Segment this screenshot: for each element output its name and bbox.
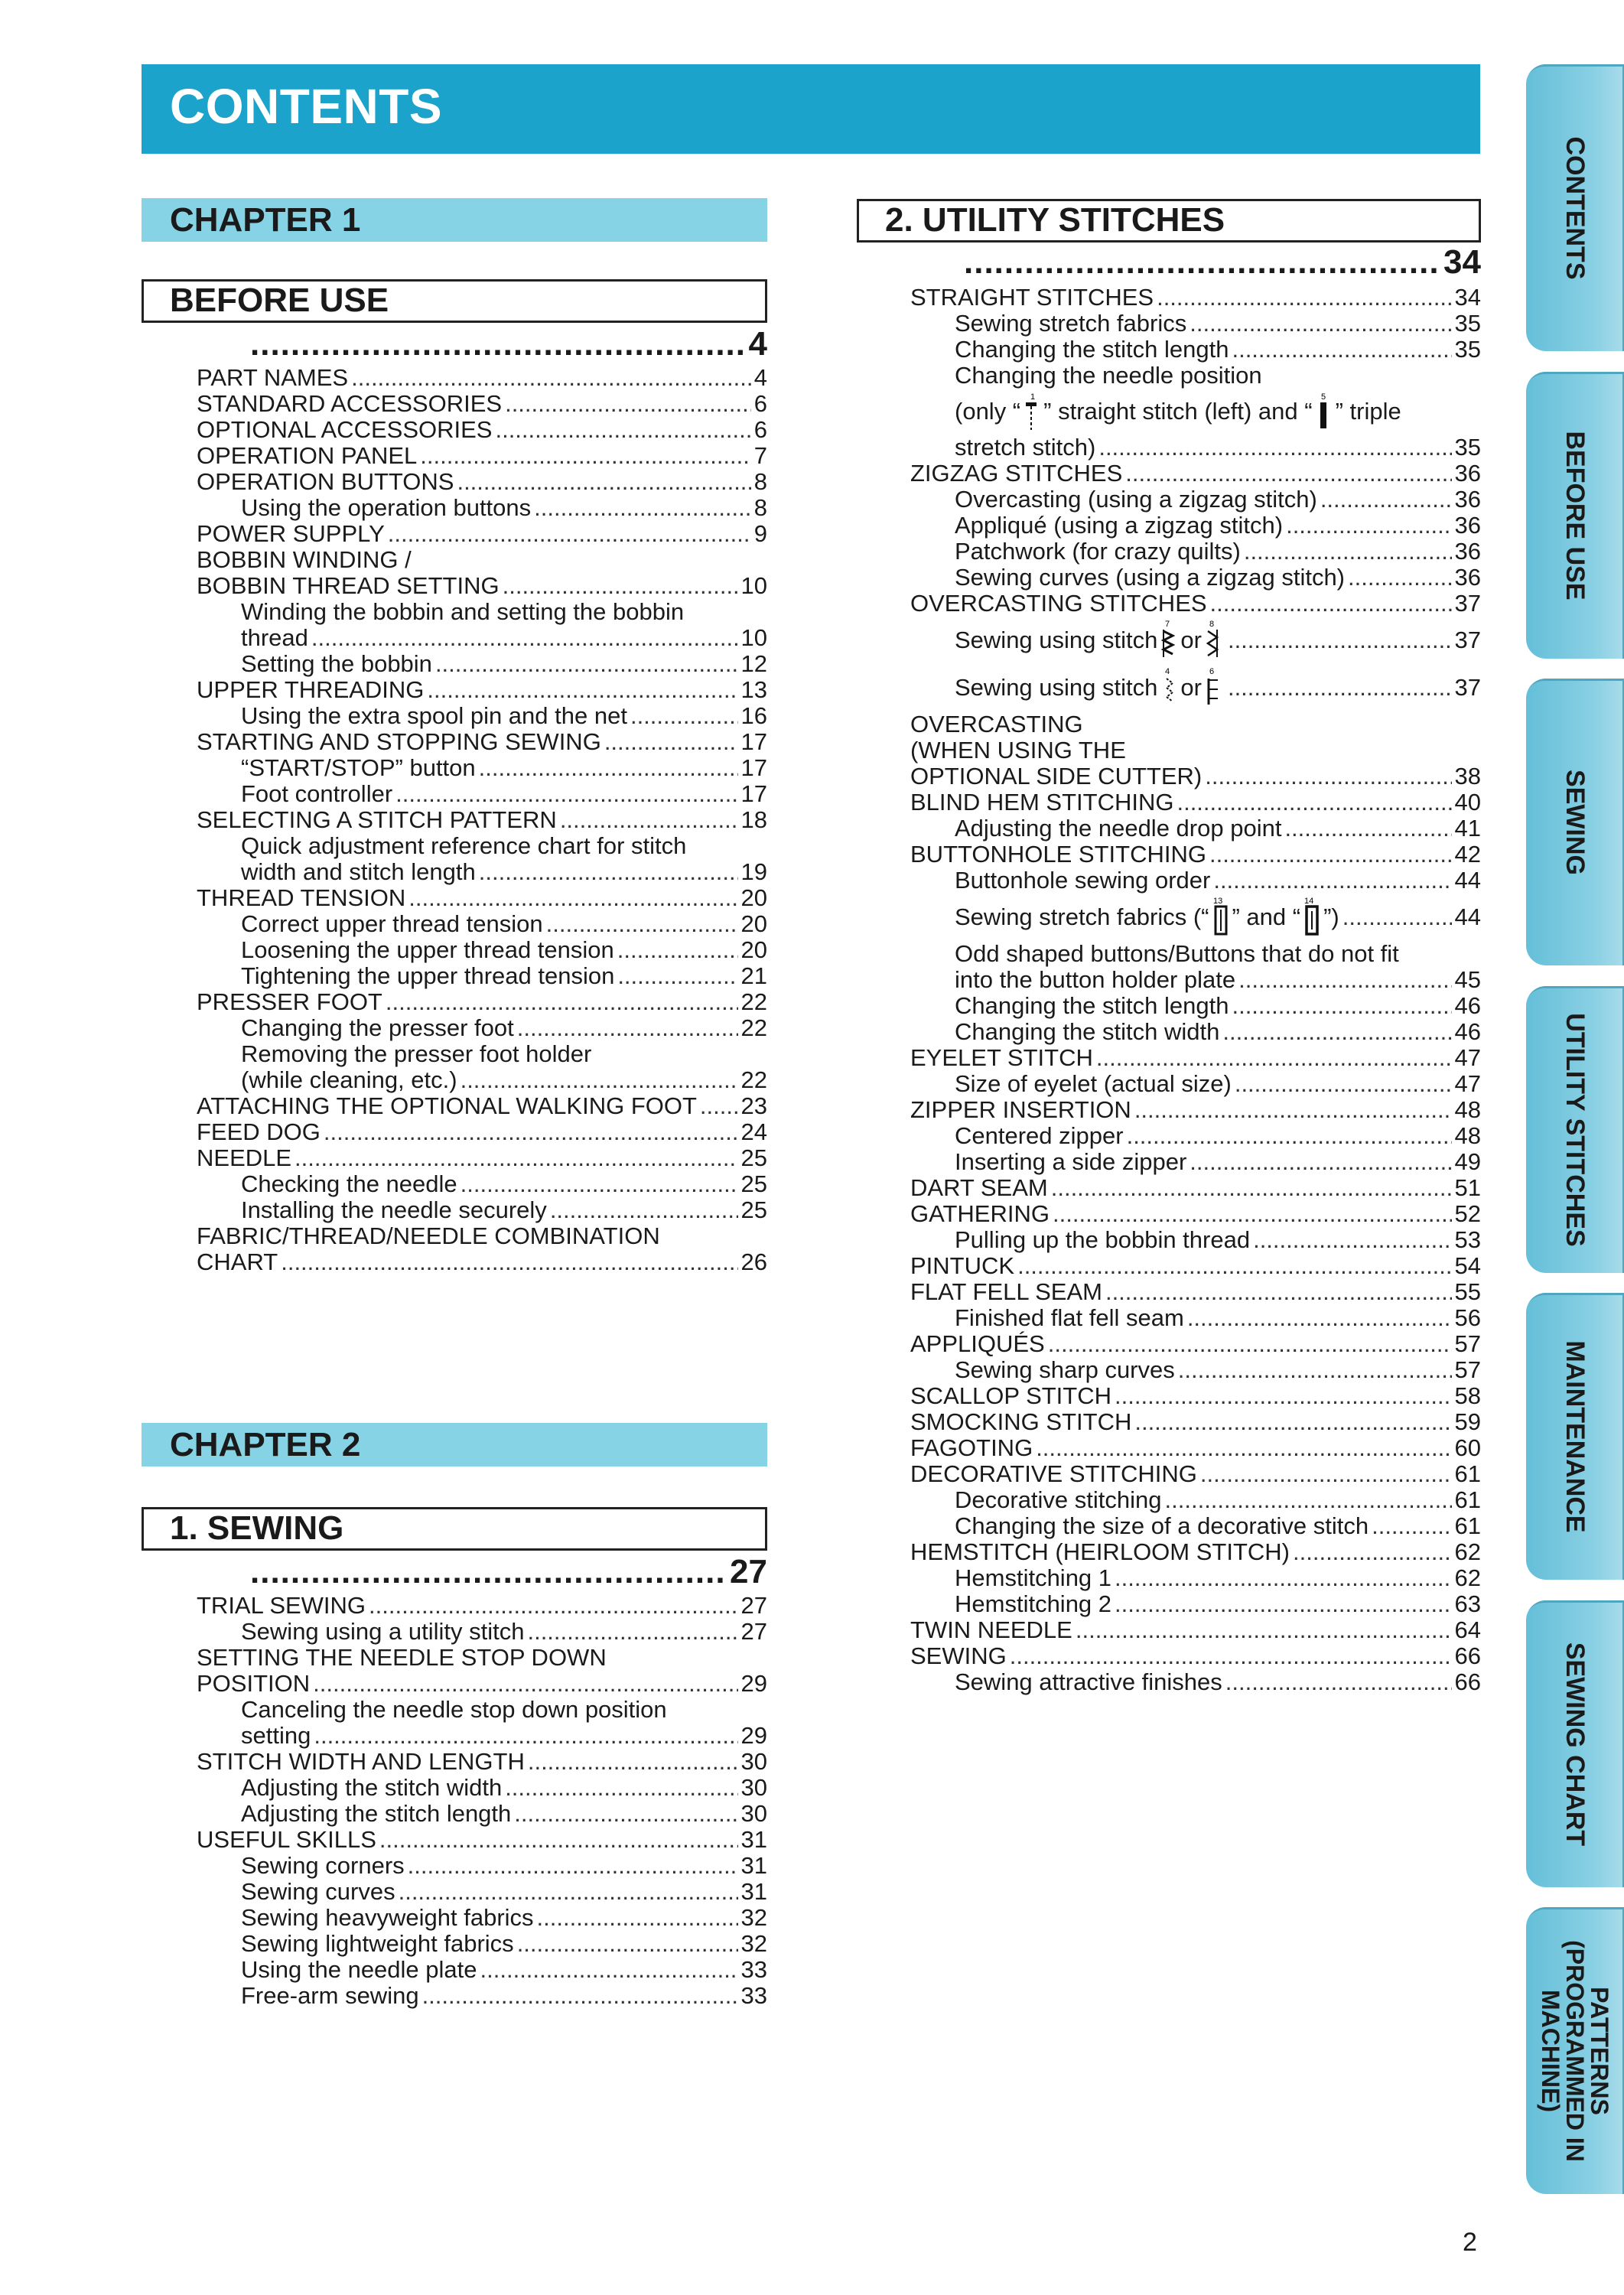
section-sewing-title: 1. SEWING <box>142 1507 767 1551</box>
svg-text:8: 8 <box>1209 620 1215 629</box>
toc-entry: HEMSTITCH (HEIRLOOM STITCH) ..... 62 <box>910 1539 1481 1565</box>
toc-entry: STRAIGHT STITCHES ..... 34 <box>910 285 1481 311</box>
toc-entry: Checking the needle ..... 25 <box>241 1171 767 1197</box>
toc-entry: STITCH WIDTH AND LENGTH ..... 30 <box>197 1749 767 1775</box>
toc-entry: STANDARD ACCESSORIES ..... 6 <box>197 391 767 417</box>
tab-maintenance[interactable]: MAINTENANCE <box>1526 1293 1624 1580</box>
toc-entry: Changing the size of a decorative stitch ..... 61 <box>955 1513 1481 1539</box>
needle-position-line: (only “ 1 ” straight stitch (left) and “ 5 ” triple <box>955 389 1481 435</box>
toc-entry: Adjusting the stitch width ..... 30 <box>241 1775 767 1801</box>
toc-entry: Installing the needle securely ..... 25 <box>241 1197 767 1223</box>
overcast-stitch-8-icon <box>1205 619 1222 662</box>
toc-entry: Tightening the upper thread tension ..... 21 <box>241 963 767 989</box>
toc-entry: SEWING ..... 66 <box>910 1643 1481 1669</box>
toc-entry: NEEDLE ..... 25 <box>197 1145 767 1171</box>
toc-entry: Patchwork (for crazy quilts) ..... 36 <box>955 539 1481 565</box>
section-before-use-page: ..... 4 <box>250 325 767 363</box>
toc-entry: Setting the bobbin ..... 12 <box>241 651 767 677</box>
toc-entry: Loosening the upper thread tension ..... 20 <box>241 937 767 963</box>
toc-entry: Canceling the needle stop down position setting ..... 29 <box>241 1697 767 1749</box>
toc-entry: Overcasting (using a zigzag stitch) ..... 36 <box>955 487 1481 513</box>
buttonhole-14-icon <box>1303 896 1320 939</box>
toc-entry: PART NAMES ..... 4 <box>197 365 767 391</box>
section-sewing-page: ..... 27 <box>250 1553 767 1591</box>
toc-entry: FAGOTING ..... 60 <box>910 1435 1481 1461</box>
toc-entry: Sewing corners ..... 31 <box>241 1853 767 1879</box>
toc-entry: BOBBIN WINDING / BOBBIN THREAD SETTING ..... 10 <box>197 547 767 599</box>
toc-entry: Sewing using a utility stitch ..... 27 <box>241 1619 767 1645</box>
toc-entry: Using the operation buttons ..... 8 <box>241 495 767 521</box>
toc-entry: Sewing attractive finishes ..... 66 <box>955 1669 1481 1695</box>
overcasting-stitch-a-line: Sewing using stitch 7 or 8 ..... 37 <box>955 617 1481 664</box>
toc-entry: PINTUCK ..... 54 <box>910 1253 1481 1279</box>
toc-entry: Free-arm sewing ..... 33 <box>241 1983 767 2009</box>
svg-text:13: 13 <box>1212 897 1222 906</box>
toc-entry: Using the needle plate ..... 33 <box>241 1957 767 1983</box>
toc-entry: FEED DOG ..... 24 <box>197 1119 767 1145</box>
toc-entry: FABRIC/THREAD/NEEDLE COMBINATION CHART ..... 26 <box>197 1223 767 1275</box>
toc-entry: “START/STOP” button ..... 17 <box>241 755 767 781</box>
toc-entry: GATHERING ..... 52 <box>910 1201 1481 1227</box>
toc-entry: SETTING THE NEEDLE STOP DOWN POSITION ..... 29 <box>197 1645 767 1697</box>
svg-text:7: 7 <box>1165 620 1170 629</box>
toc-entry: DART SEAM ..... 51 <box>910 1175 1481 1201</box>
toc-entry: Correct upper thread tension ..... 20 <box>241 911 767 937</box>
header-banner <box>142 64 1480 154</box>
tab-contents[interactable]: CONTENTS <box>1526 64 1624 351</box>
toc-entry: Inserting a side zipper ..... 49 <box>955 1149 1481 1175</box>
toc-entry: OPERATION BUTTONS ..... 8 <box>197 469 767 495</box>
svg-text:1: 1 <box>1030 392 1036 402</box>
toc-entry: Appliqué (using a zigzag stitch) ..... 36 <box>955 513 1481 539</box>
toc-entry: Sewing curves (using a zigzag stitch) ..... 36 <box>955 565 1481 591</box>
toc-entry: BUTTONHOLE STITCHING ..... 42 <box>910 842 1481 868</box>
stretch-fabrics-line: Sewing stretch fabrics (“ 13 ” and “ 14 ”) ..... 44 <box>955 894 1481 941</box>
toc-entry: PRESSER FOOT ..... 22 <box>197 989 767 1015</box>
toc-entry: Size of eyelet (actual size) ..... 47 <box>955 1071 1481 1097</box>
section-utility-stitches-title: 2. UTILITY STITCHES <box>857 199 1481 243</box>
toc-entry: ZIPPER INSERTION ..... 48 <box>910 1097 1481 1123</box>
chapter-2-bar: CHAPTER 2 <box>142 1423 767 1467</box>
tab-before-use[interactable]: BEFORE USE <box>1526 372 1624 659</box>
overcast-stitch-7-icon <box>1160 619 1177 662</box>
toc-entry: OPERATION PANEL ..... 7 <box>197 443 767 469</box>
toc-entry: Quick adjustment reference chart for stitch width and stitch length ..... 19 <box>241 833 767 885</box>
overcast-stitch-6-icon <box>1205 666 1222 709</box>
toc-entry: USEFUL SKILLS ..... 31 <box>197 1827 767 1853</box>
toc-entry: Odd shaped buttons/Buttons that do not fit into the button holder plate ..... 45 <box>955 941 1481 993</box>
tab-sewing[interactable]: SEWING <box>1526 679 1624 965</box>
toc-entry: Pulling up the bobbin thread ..... 53 <box>955 1227 1481 1253</box>
toc-entry: Winding the bobbin and setting the bobbin thread ..... 10 <box>241 599 767 651</box>
toc-entry: Sewing lightweight fabrics ..... 32 <box>241 1931 767 1957</box>
toc-entry: Decorative stitching ..... 61 <box>955 1487 1481 1513</box>
toc-entry: Using the extra spool pin and the net ..... 16 <box>241 703 767 729</box>
toc-entry: THREAD TENSION ..... 20 <box>197 885 767 911</box>
toc-list-before-use <box>197 365 767 1275</box>
toc-entry: ATTACHING THE OPTIONAL WALKING FOOT ..... 23 <box>197 1093 767 1119</box>
page-number: 2 <box>1463 2228 1477 2257</box>
toc-entry: Adjusting the stitch length ..... 30 <box>241 1801 767 1827</box>
toc-entry: Changing the presser foot ..... 22 <box>241 1015 767 1041</box>
toc-entry: Foot controller ..... 17 <box>241 781 767 807</box>
tab-patterns[interactable]: PATTERNS (PROGRAMMED IN MACHINE) <box>1526 1907 1624 2194</box>
toc-entry: SELECTING A STITCH PATTERN ..... 18 <box>197 807 767 833</box>
triple-stretch-stitch-icon <box>1316 392 1333 431</box>
toc-entry: OVERCASTING (WHEN USING THE OPTIONAL SIDE CUTTER) ..... 38 <box>910 711 1481 789</box>
toc-entry: SMOCKING STITCH ..... 59 <box>910 1409 1481 1435</box>
toc-entry: Hemstitching 2 ..... 63 <box>955 1591 1481 1617</box>
toc-entry: Sewing heavyweight fabrics ..... 32 <box>241 1905 767 1931</box>
toc-entry: ZIGZAG STITCHES ..... 36 <box>910 461 1481 487</box>
toc-entry: Removing the presser foot holder (while cleaning, etc.) ..... 22 <box>241 1041 767 1093</box>
toc-entry: Changing the stitch length ..... 46 <box>955 993 1481 1019</box>
toc-entry: DECORATIVE STITCHING ..... 61 <box>910 1461 1481 1487</box>
toc-entry: UPPER THREADING ..... 13 <box>197 677 767 703</box>
toc-list-sewing <box>197 1593 767 2009</box>
toc-entry: stretch stitch) ..... 35 <box>955 435 1481 461</box>
toc-entry: Adjusting the needle drop point ..... 41 <box>955 815 1481 842</box>
toc-entry: Sewing curves ..... 31 <box>241 1879 767 1905</box>
toc-entry: Changing the stitch width ..... 46 <box>955 1019 1481 1045</box>
toc-entry: APPLIQUÉS ..... 57 <box>910 1331 1481 1357</box>
toc-entry: Sewing stretch fabrics ..... 35 <box>955 311 1481 337</box>
toc-entry: FLAT FELL SEAM ..... 55 <box>910 1279 1481 1305</box>
toc-entry: Buttonhole sewing order ..... 44 <box>955 868 1481 894</box>
toc-entry: Centered zipper ..... 48 <box>955 1123 1481 1149</box>
tab-sewing-chart[interactable]: SEWING CHART <box>1526 1600 1624 1887</box>
buttonhole-13-icon <box>1212 896 1229 939</box>
svg-text:14: 14 <box>1304 897 1314 906</box>
toc-entry: STARTING AND STOPPING SEWING ..... 17 <box>197 729 767 755</box>
toc-entry: OVERCASTING STITCHES ..... 37 <box>910 591 1481 617</box>
svg-text:5: 5 <box>1320 392 1326 402</box>
overcast-stitch-4-icon <box>1160 666 1177 709</box>
toc-entry: TRIAL SEWING ..... 27 <box>197 1593 767 1619</box>
section-utility-stitches-page: ..... 34 <box>964 243 1481 282</box>
straight-stitch-icon <box>1024 392 1040 431</box>
toc-entry: Sewing sharp curves ..... 57 <box>955 1357 1481 1383</box>
toc-entry: Changing the needle position <box>955 362 1262 389</box>
section-before-use-title: BEFORE USE <box>142 279 767 323</box>
toc-entry: TWIN NEEDLE ..... 64 <box>910 1617 1481 1643</box>
toc-entry: Hemstitching 1 ..... 62 <box>955 1565 1481 1591</box>
toc-entry: BLIND HEM STITCHING ..... 40 <box>910 789 1481 815</box>
toc-entry: OPTIONAL ACCESSORIES ..... 6 <box>197 417 767 443</box>
tab-utility-stitches[interactable]: UTILITY STITCHES <box>1526 986 1624 1273</box>
overcasting-stitch-b-line: Sewing using stitch 4 or 6 ..... 37 <box>955 664 1481 711</box>
svg-text:4: 4 <box>1165 667 1170 676</box>
toc-entry: EYELET STITCH ..... 47 <box>910 1045 1481 1071</box>
toc-entry: Changing the stitch length ..... 35 <box>955 337 1481 363</box>
toc-list-utility <box>910 285 1481 1695</box>
toc-entry: Finished flat fell seam ..... 56 <box>955 1305 1481 1331</box>
page-title: CONTENTS <box>170 79 442 134</box>
chapter-1-bar: CHAPTER 1 <box>142 198 767 242</box>
toc-entry: SCALLOP STITCH ..... 58 <box>910 1383 1481 1409</box>
toc-entry: POWER SUPPLY ..... 9 <box>197 521 767 547</box>
svg-text:6: 6 <box>1209 667 1215 676</box>
